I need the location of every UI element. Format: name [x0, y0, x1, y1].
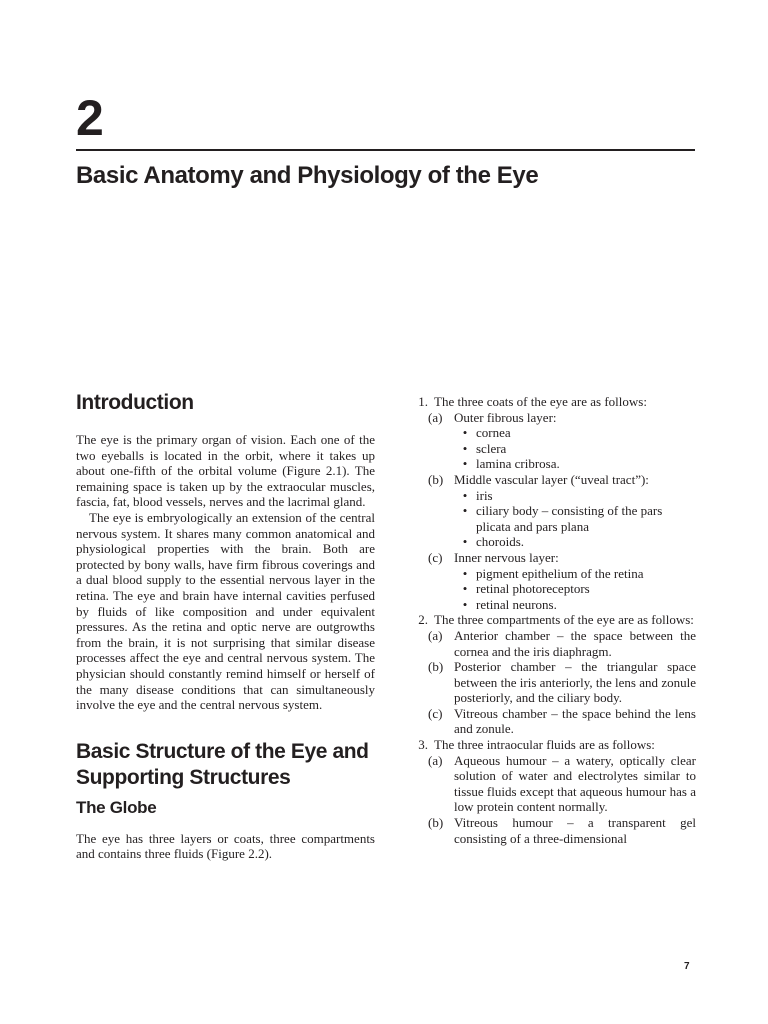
page-number: 7: [684, 961, 690, 972]
bullet-item: [454, 488, 696, 504]
sub-list-item: [428, 550, 696, 566]
left-column: [76, 390, 375, 862]
introduction-heading: Introduction: [76, 391, 194, 414]
globe-paragraph: The eye has three layers or coats, three compartments and contains three fluids (Figure 2.2).: [76, 830, 375, 862]
structure-heading-line: Supporting Structures: [76, 765, 291, 789]
list-number: 1.: [418, 394, 428, 409]
sub-list-label: (b): [428, 659, 444, 675]
bullet-item: [454, 534, 696, 550]
bullet-text: retinal neurons.: [476, 596, 557, 612]
structure-heading: [76, 739, 375, 791]
bullet-item: [454, 456, 696, 472]
sub-list-label: (b): [428, 815, 444, 831]
list-item: [406, 394, 696, 410]
sub-list-label: (a): [428, 627, 443, 643]
sub-list-text: Posterior chamber – the triangular space between the iris anteriorly, the lens and zonule posteriorly, and the ciliary body.: [454, 659, 696, 706]
bullet-icon: •: [462, 534, 468, 550]
bullet-item: [454, 581, 696, 597]
list-number: 3.: [418, 737, 428, 753]
bullet-text: pigment epithelium of the retina: [476, 565, 644, 581]
sub-list-item: [428, 472, 696, 488]
bullet-icon: •: [462, 487, 468, 503]
bullet-item: [454, 597, 696, 613]
sub-list-item: [428, 410, 696, 426]
bullet-icon: •: [462, 456, 468, 472]
list-item: [406, 737, 696, 753]
bullet-text: iris: [476, 487, 493, 503]
list-item: [406, 612, 696, 628]
structure-heading-line: Basic Structure of the Eye and: [76, 739, 369, 763]
bullet-item: [454, 503, 696, 534]
bullet-text: lamina cribrosa.: [476, 456, 560, 472]
sub-list-text: Outer fibrous layer:: [454, 409, 557, 425]
sub-list-label: (b): [428, 471, 444, 487]
sub-list-text: Middle vascular layer (“uveal tract”):: [454, 471, 649, 487]
bullet-icon: •: [462, 440, 468, 456]
bullet-text: ciliary body – consisting of the pars plicata and pars plana: [476, 503, 663, 534]
sub-list-text: Anterior chamber – the space between the cornea and the iris diaphragm.: [454, 627, 696, 659]
sub-list-item: [428, 706, 696, 737]
globe-subheading: The Globe: [76, 797, 157, 817]
sub-list-text: Aqueous humour – a watery, optically clear solution of water and electrolytes similar to tissue fluids except that aqueous humour has a low protein content normally.: [454, 752, 696, 815]
sub-list-text: Vitreous humour – a transparent gel consisting of a three-dimensional: [454, 815, 696, 846]
sub-list-item: [428, 815, 696, 846]
sub-list-label: (a): [428, 752, 443, 768]
bullet-icon: •: [462, 581, 468, 597]
list-text: The three coats of the eye are as follows:: [434, 394, 647, 409]
right-column: [406, 394, 696, 846]
list-text: The three intraocular fluids are as follows:: [434, 737, 655, 753]
sub-list-label: (c): [428, 705, 443, 721]
sub-list-item: [428, 659, 696, 706]
bullet-text: sclera: [476, 440, 507, 456]
sub-list-item: [428, 753, 696, 815]
intro-paragraph: The eye is the primary organ of vision. Each one of the two eyeballs is located in the orbit, where it takes up about one-fifth of the orbital volume (Figure 2.1). The remaining space is taken up by the extraocular muscles, fascia, fat, blood vessels, nerves and the lacrimal gland.: [76, 432, 375, 510]
bullet-icon: •: [462, 565, 468, 581]
bullet-icon: •: [462, 596, 468, 612]
list-number: 2.: [418, 612, 428, 628]
bullet-icon: •: [462, 503, 468, 519]
sub-list-label: (a): [428, 409, 443, 425]
bullet-text: retinal photoreceptors: [476, 581, 590, 597]
chapter-rule: [76, 149, 695, 151]
sub-list-text: Vitreous chamber – the space behind the lens and zonule.: [454, 705, 696, 737]
bullet-item: [454, 441, 696, 457]
chapter-number: 2: [76, 90, 104, 146]
bullet-item: [454, 425, 696, 441]
sub-list-label: (c): [428, 549, 443, 565]
sub-list-item: [428, 628, 696, 659]
bullet-text: choroids.: [476, 534, 525, 550]
list-text: The three compartments of the eye are as follows:: [434, 612, 694, 628]
sub-list-text: Inner nervous layer:: [454, 549, 559, 565]
bullet-item: [454, 566, 696, 582]
intro-paragraph: The eye is embryologically an extension of the central nervous system. It shares many common anatomical and physiological properties with the brain. Both are protected by bony walls, have firm fibrous coverings and a dual blood supply to the essential nervous layer in the retina. The eye and brain have internal cavities perfused by fluids of like composition and under equivalent pressures. As the retina and optic nerve are outgrowths from the brain, it is not surprising that similar disease processes affect the eye and central nervous system. The physician should constantly remind himself or herself of the many disease conditions that can simultaneously involve the eye and the central nervous system.: [76, 509, 375, 713]
bullet-text: cornea: [476, 425, 511, 441]
bullet-icon: •: [462, 425, 468, 441]
chapter-title: Basic Anatomy and Physiology of the Eye: [76, 162, 539, 189]
